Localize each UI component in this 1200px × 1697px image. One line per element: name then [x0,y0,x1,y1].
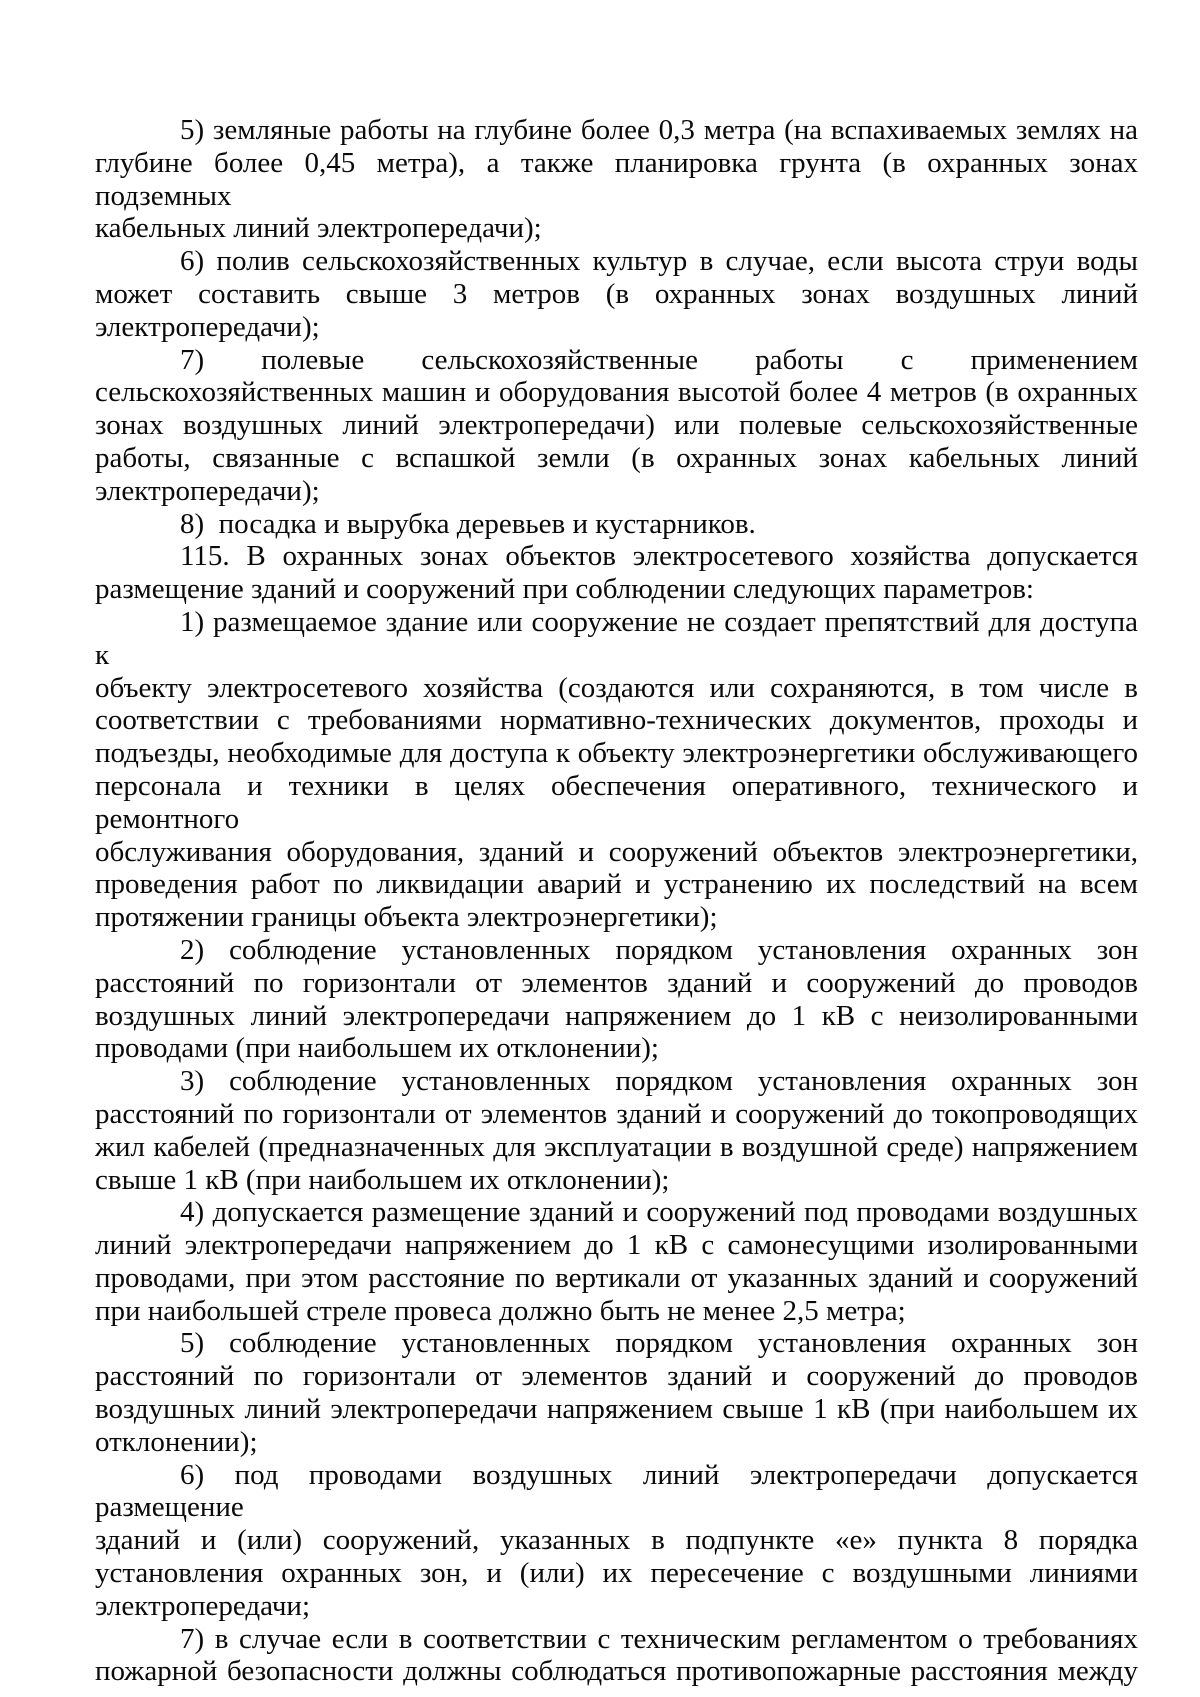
paragraph [95,508,1138,541]
text-line: 1) размещаемое здание или сооружение не создает препятствий для доступа к [95,605,1146,671]
text-line: сельскохозяйственных машин и оборудования высотой более 4 метров (в охранных [95,376,1138,409]
text-line: зданий и (или) сооружений, указанных в подпункте «е» пункта 8 порядка [95,1524,1138,1557]
text-line: подъезды, необходимые для доступа к объекту электроэнергетики обслуживающего [95,737,1138,770]
text-line: 8) посадка и вырубка деревьев и кустарников. [180,507,756,540]
text-line: 115. В охранных зонах объектов электросетевого хозяйства допускается [180,540,1138,573]
paragraph [95,245,1138,343]
text-line: линий электропередачи напряжением до 1 кВ с самонесущими изолированными [95,1229,1138,1262]
text-line: кабельных линий электропередачи); [95,212,542,245]
text-line: электропередачи; [95,1589,311,1622]
paragraph [95,605,1146,934]
text-line: может составить свыше 3 метров (в охранных зонах воздушных линий [95,277,1138,310]
paragraph [95,1623,1138,1689]
text-line: электропередачи); [95,474,320,507]
text-line: проводами, при этом расстояние по вертикали от указанных зданий и сооружений [95,1261,1138,1294]
text-line: размещение зданий и сооружений при соблюдении следующих параметров: [95,573,1034,606]
text-line: 6) под проводами воздушных линий электропередачи допускается размещение [95,1458,1146,1524]
text-line: проведения работ по ликвидации аварий и устранению их последствий на всем [95,868,1138,901]
text-line: 5) земляные работы на глубине более 0,3 метра (на вспахиваемых землях на [180,114,1138,146]
text-line: 4) допускается размещение зданий и сооружений под проводами воздушных [180,1196,1138,1229]
text-line: установления охранных зон, и (или) их пересечение с воздушными линиями [95,1557,1138,1590]
text-line: глубине более 0,45 метра), а также планировка грунта (в охранных зонах подземных [95,146,1146,212]
paragraph [95,1196,1138,1327]
text-line: 3) соблюдение установленных порядком установления охранных зон [180,1065,1138,1098]
paragraph [95,1065,1138,1196]
text-line: зонах воздушных линий электропередачи) или полевые сельскохозяйственные [95,409,1138,442]
paragraph [95,1327,1138,1458]
text-line: жил кабелей (предназначенных для эксплуатации в воздушной среде) напряжением [95,1130,1138,1163]
paragraph [95,344,1138,508]
text-line: работы, связанные с вспашкой земли (в охранных зонах кабельных линий [95,441,1138,474]
text-line: проводами (при наибольшем их отклонении); [95,1032,659,1065]
text-line: расстояний по горизонтали от элементов зданий и сооружений до проводов [95,966,1138,999]
text-line: 2) соблюдение установленных порядком установления охранных зон [180,933,1138,966]
text-line: отклонении); [95,1425,258,1458]
paragraph [95,934,1138,1065]
text-line: при наибольшей стреле провеса должно быть не менее 2,5 метра; [95,1294,906,1327]
text-line: обслуживания оборудования, зданий и сооружений объектов электроэнергетики, [95,835,1138,868]
text-line: свыше 1 кВ (при наибольшем их отклонении); [95,1163,670,1196]
text-line: объекту электросетевого хозяйства (создаются или сохраняются, в том числе в [95,671,1138,704]
paragraph [95,540,1138,606]
text-line: расстояний по горизонтали от элементов зданий и сооружений до проводов [95,1360,1138,1393]
document-text-block [95,114,1146,1688]
text-line: пожарной безопасности должны соблюдаться противопожарные расстояния между [95,1655,1138,1688]
text-line: воздушных линий электропередачи напряжением до 1 кВ с неизолированными [95,999,1138,1032]
text-line: электропередачи); [95,310,320,343]
text-line: 5) соблюдение установленных порядком установления охранных зон [180,1327,1138,1360]
text-line: 7) в случае если в соответствии с техническим регламентом о требованиях [180,1622,1138,1655]
text-line: расстояний по горизонтали от элементов зданий и сооружений до токопроводящих [95,1097,1138,1130]
text-line: протяжении границы объекта электроэнергетики); [95,901,718,934]
text-line: 7) полевые сельскохозяйственные работы с применением [180,343,1138,376]
paragraph [95,1458,1146,1623]
text-line: воздушных линий электропередачи напряжением свыше 1 кВ (при наибольшем их [95,1393,1138,1426]
text-line: соответствии с требованиями нормативно-технических документов, проходы и [95,704,1138,737]
text-line: персонала и техники в целях обеспечения оперативного, технического и ремонтного [95,769,1146,835]
text-line: 6) полив сельскохозяйственных культур в случае, если высота струи воды [180,245,1138,278]
paragraph [95,114,1146,245]
